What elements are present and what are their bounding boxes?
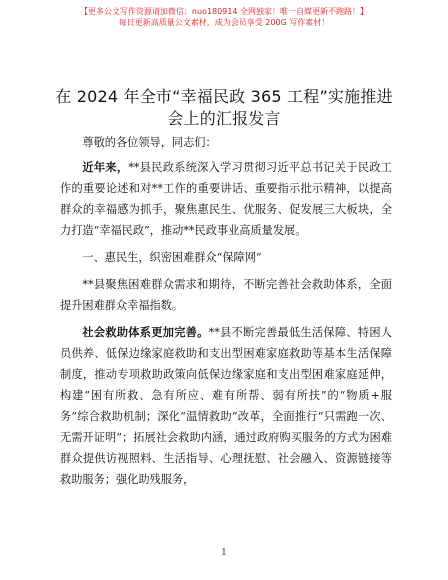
page-number: 1 xyxy=(221,548,227,558)
paragraph-assistance-summary: **县聚焦困难群众需求和期待，不断完善社会救助体系，全面提升困难群众幸福指数。 xyxy=(60,278,392,312)
promo-banner-line-1: 【更多公文写作资源请加微信：nuo180914 全网独家！唯一自媒更新不跑路！】 xyxy=(79,7,369,16)
paragraph-assistance-system xyxy=(60,322,392,490)
paragraph-assistance-system-lead: 社会救助体系更加完善。 xyxy=(82,325,209,339)
section-heading-1: 一、惠民生，织密困难群众“保障网” xyxy=(82,251,262,264)
document-title xyxy=(0,86,448,130)
salutation: 尊敬的各位领导，同志们： xyxy=(82,136,217,149)
document-title-line-2: 会上的汇报发言 xyxy=(167,109,281,128)
promo-banner xyxy=(0,6,448,28)
document-body xyxy=(60,132,392,496)
paragraph-intro-text: **县民政系统深入学习贯彻习近平总书记关于民政工作的重要论述和对**工作的重要讲话、重要指示批示精神，以提高群众的幸福感为抓手，聚焦惠民生、优服务、促发展三大板块，全力打造“幸福民政”，推动**民政事业高质量发展。 xyxy=(60,161,392,237)
paragraph-intro xyxy=(60,157,392,241)
paragraph-intro-lead: 近年来， xyxy=(82,160,129,174)
document-title-line-1: 在 2024 年全市“幸福民政 365 工程”实施推进 xyxy=(55,87,393,106)
promo-banner-line-2: 每日更新高质量公文素材，成为会员享受 200G 写作素材！ xyxy=(118,18,330,27)
paragraph-assistance-system-text: **县不断完善最低生活保障、特困人员供养、低保边缘家庭救助和支出型困难家庭救助等基本生活保障制度，推动专项救助政策向低保边缘家庭和支出型困难家庭延伸，构建“困有所救、急有所应、难有所帮、弱有所扶”的“物质+服务”综合救助机制；深化“温情救助”改革，全面推行“只需跑一次、无需开证明”；拓展社会救助内涵，通过政府购买服务的方式为困难群众提供访视照料、生活指导、心理抚慰、社会融入、资源链接等救助服务；强化助残服务， xyxy=(60,326,392,486)
